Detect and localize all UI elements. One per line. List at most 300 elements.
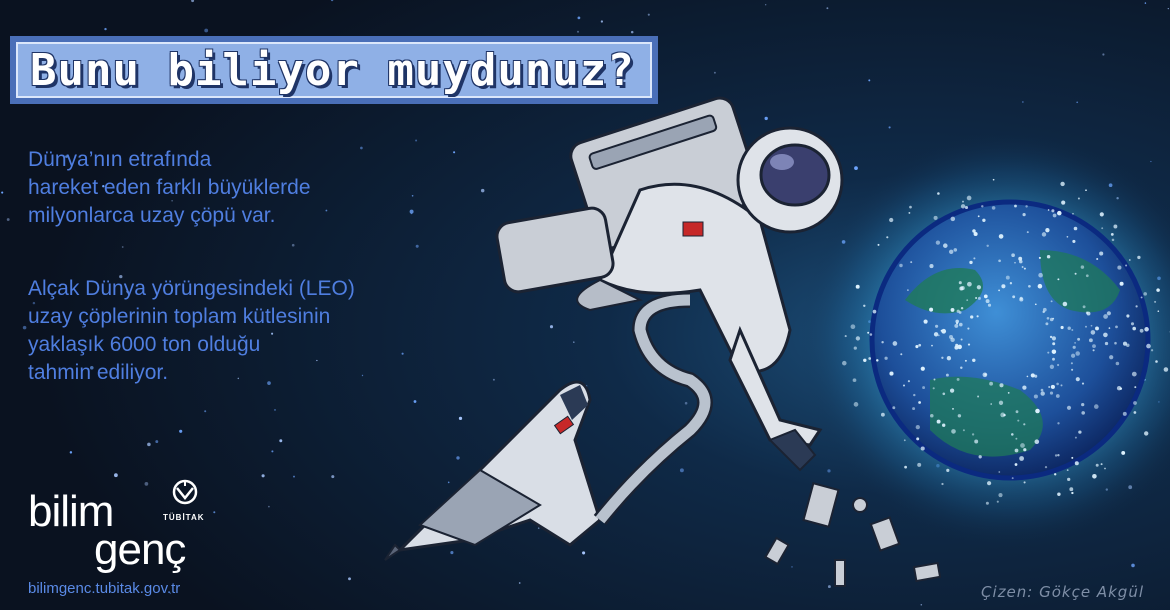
debris-dot xyxy=(1158,310,1160,312)
star xyxy=(410,210,414,214)
debris-dot xyxy=(951,429,956,434)
debris-dot xyxy=(868,357,871,360)
debris-dot xyxy=(998,259,1001,262)
debris-dot xyxy=(881,341,883,343)
debris-dot xyxy=(1125,264,1127,266)
debris-dot xyxy=(1041,389,1044,392)
debris-dot xyxy=(1038,273,1043,278)
debris-dot xyxy=(916,425,920,429)
debris-dot xyxy=(1063,302,1068,307)
star xyxy=(582,551,585,554)
star xyxy=(23,326,27,330)
debris-dot xyxy=(956,322,958,324)
debris-dot xyxy=(916,437,919,440)
debris-dot xyxy=(959,281,962,284)
star xyxy=(680,468,684,472)
debris-dot xyxy=(1047,352,1049,354)
debris-dot xyxy=(893,341,898,346)
debris-dot xyxy=(1056,394,1060,398)
star xyxy=(538,527,540,529)
star xyxy=(550,325,553,328)
debris-dot xyxy=(1094,404,1099,409)
debris-dot xyxy=(1057,364,1059,366)
debris-dot xyxy=(1154,301,1156,303)
debris-dot xyxy=(1034,394,1038,398)
debris-dot xyxy=(1075,461,1079,465)
debris-dot xyxy=(1085,189,1087,191)
debris-dot xyxy=(924,320,928,324)
debris-dot xyxy=(909,206,912,209)
debris-dot xyxy=(1014,205,1017,208)
debris-dot xyxy=(1035,409,1040,414)
debris-dot xyxy=(1071,369,1073,371)
debris-dot xyxy=(965,206,968,209)
debris-dot xyxy=(1067,469,1069,471)
debris-dot xyxy=(907,289,909,291)
debris-dot xyxy=(952,408,954,410)
debris-dot xyxy=(1050,336,1052,338)
fact-line: Dünya’nın etrafında xyxy=(28,148,212,171)
website-link[interactable]: bilimgenc.tubitak.gov.tr xyxy=(28,580,181,597)
debris-dot xyxy=(1045,228,1049,232)
debris-dot xyxy=(1010,282,1012,284)
star xyxy=(402,353,404,355)
debris-dot xyxy=(1051,385,1055,389)
debris-dot xyxy=(958,414,961,417)
debris-dot xyxy=(1061,384,1063,386)
debris-dot xyxy=(962,201,964,203)
title-banner xyxy=(10,36,658,104)
debris-dot xyxy=(1075,273,1077,275)
debris-dot xyxy=(1086,312,1089,315)
debris-dot xyxy=(903,385,905,387)
debris-dot xyxy=(910,261,912,263)
debris-dot xyxy=(1075,437,1077,439)
debris-dot xyxy=(978,297,981,300)
star xyxy=(213,511,215,513)
debris-dot xyxy=(1045,466,1047,468)
illustrator-credit: Çizen: Gökçe Akgül xyxy=(981,583,1144,601)
debris-dot xyxy=(934,379,936,381)
debris-dot xyxy=(949,250,953,254)
debris-dot xyxy=(1031,373,1035,377)
debris-dot xyxy=(1008,392,1010,394)
debris-dot xyxy=(892,406,895,409)
debris-dot xyxy=(1100,212,1104,216)
star xyxy=(415,139,417,141)
star xyxy=(70,451,72,453)
star xyxy=(348,577,351,580)
debris-dot xyxy=(1057,422,1059,424)
debris-dot xyxy=(908,212,910,214)
fact-line: tahmin ediliyor. xyxy=(28,361,169,384)
star xyxy=(648,14,650,16)
debris-dot xyxy=(1075,351,1080,356)
debris-dot xyxy=(1067,406,1071,410)
debris-dot xyxy=(1092,474,1097,479)
star xyxy=(292,244,295,247)
star xyxy=(577,31,579,33)
debris-dot xyxy=(974,232,978,236)
debris-dot xyxy=(1076,377,1080,381)
star xyxy=(412,195,414,197)
debris-dot xyxy=(900,353,902,355)
debris-dot xyxy=(978,215,980,217)
logo-word-genc: genç xyxy=(94,525,186,574)
debris-dot xyxy=(1071,362,1073,364)
debris-dot xyxy=(908,380,910,382)
star xyxy=(519,582,521,584)
star xyxy=(204,29,208,33)
debris-dot xyxy=(1126,314,1129,317)
star xyxy=(1022,101,1023,102)
debris-dot xyxy=(1132,327,1136,331)
debris-dot xyxy=(1146,344,1151,349)
debris-dot xyxy=(974,440,978,444)
debris-dot xyxy=(941,483,943,485)
star xyxy=(147,443,151,447)
debris-dot xyxy=(959,311,962,314)
debris-dot xyxy=(950,388,954,392)
debris-dot xyxy=(1024,268,1026,270)
debris-dot xyxy=(1086,274,1089,277)
debris-dot xyxy=(949,335,953,339)
debris-dot xyxy=(1103,314,1108,319)
debris-dot xyxy=(1092,344,1096,348)
debris-dot xyxy=(889,372,893,376)
debris-dot xyxy=(1019,456,1024,461)
debris-dot xyxy=(989,382,993,386)
title-banner-inner xyxy=(16,42,652,98)
debris-dot xyxy=(863,305,865,307)
debris-dot xyxy=(1120,282,1124,286)
debris-dot xyxy=(942,424,945,427)
debris-dot xyxy=(929,308,933,312)
debris-dot xyxy=(1057,211,1062,216)
star xyxy=(631,31,634,34)
star xyxy=(362,375,363,376)
page-title: Bunu biliyor muydunuz? xyxy=(30,44,635,96)
debris-dot xyxy=(1114,342,1117,345)
debris-dot xyxy=(967,196,972,201)
debris-dot xyxy=(937,192,940,195)
debris-dot xyxy=(1051,209,1054,212)
debris-dot xyxy=(997,501,999,503)
debris-dot xyxy=(1117,266,1121,270)
debris-dot xyxy=(1042,311,1044,313)
star xyxy=(1076,101,1078,103)
debris-dot xyxy=(856,285,860,289)
debris-dot xyxy=(1081,411,1085,415)
debris-dot xyxy=(1012,295,1015,298)
debris-dot xyxy=(1143,292,1147,296)
debris-dot xyxy=(1137,256,1140,259)
debris-dot xyxy=(921,446,925,450)
star xyxy=(889,126,891,128)
debris-dot xyxy=(999,383,1003,387)
star xyxy=(416,245,419,248)
debris-dot xyxy=(973,257,975,259)
debris-dot xyxy=(961,338,963,340)
debris-dot xyxy=(1019,297,1023,301)
star xyxy=(145,482,149,486)
debris-dot xyxy=(1048,209,1050,211)
debris-dot xyxy=(998,290,1000,292)
debris-dot xyxy=(1082,383,1084,385)
debris-dot xyxy=(1101,227,1103,229)
debris-dot xyxy=(918,401,921,404)
debris-dot xyxy=(1027,376,1029,378)
debris-dot xyxy=(1134,386,1136,388)
debris-dot xyxy=(1000,413,1005,418)
star xyxy=(1168,8,1169,9)
debris-dot xyxy=(1120,387,1123,390)
star xyxy=(826,7,828,9)
debris-dot xyxy=(990,403,992,405)
debris-dot xyxy=(999,234,1004,239)
star xyxy=(854,166,858,170)
debris-dot xyxy=(1061,326,1064,329)
debris-dot xyxy=(1121,451,1125,455)
star xyxy=(360,147,363,150)
debris-dot xyxy=(1111,233,1114,236)
star xyxy=(685,402,688,405)
debris-dot xyxy=(935,325,938,328)
debris-dot xyxy=(1078,197,1080,199)
debris-dot xyxy=(970,315,973,318)
debris-dot xyxy=(1071,457,1073,459)
debris-dot xyxy=(1015,438,1017,440)
debris-dot xyxy=(1050,318,1054,322)
star xyxy=(791,566,793,568)
debris-dot xyxy=(1085,326,1087,328)
star xyxy=(155,440,158,443)
debris-dot xyxy=(954,248,958,252)
star xyxy=(450,551,453,554)
debris-dot xyxy=(1052,349,1057,354)
debris-dot xyxy=(998,471,1000,473)
debris-dot xyxy=(876,359,878,361)
debris-dot xyxy=(1083,305,1086,308)
fact-paragraph-2 xyxy=(28,275,355,387)
debris-dot xyxy=(1135,305,1137,307)
debris-dot xyxy=(1050,392,1053,395)
debris-dot xyxy=(951,217,956,222)
star xyxy=(714,72,716,74)
debris-dot xyxy=(1115,326,1118,329)
debris-dot xyxy=(1051,300,1053,302)
debris-dot xyxy=(984,295,988,299)
star xyxy=(921,604,923,606)
debris-dot xyxy=(1057,278,1059,280)
debris-dot xyxy=(1077,338,1080,341)
debris-dot xyxy=(933,387,935,389)
debris-dot xyxy=(854,402,859,407)
star xyxy=(481,189,484,192)
star xyxy=(274,409,276,411)
debris-dot xyxy=(1129,259,1131,261)
debris-dot xyxy=(1131,322,1134,325)
debris-dot xyxy=(1069,487,1073,491)
star xyxy=(114,473,118,477)
debris-dot xyxy=(913,394,915,396)
debris-dot xyxy=(899,264,902,267)
debris-dot xyxy=(886,236,888,238)
debris-dot xyxy=(1074,342,1076,344)
debris-dot xyxy=(904,439,906,441)
debris-dot xyxy=(842,361,847,366)
debris-dot xyxy=(1067,478,1070,481)
debris-dot xyxy=(856,336,860,340)
star xyxy=(1131,564,1135,568)
debris-dot xyxy=(873,310,877,314)
debris-dot xyxy=(1016,410,1019,413)
debris-dot xyxy=(975,297,977,299)
debris-dot xyxy=(947,356,951,360)
debris-dot xyxy=(957,378,960,381)
debris-dot xyxy=(1061,201,1065,205)
debris-dot xyxy=(977,396,979,398)
debris-dot xyxy=(1014,262,1016,264)
debris-dot xyxy=(1057,493,1060,496)
star xyxy=(331,475,334,478)
debris-dot xyxy=(1017,420,1019,422)
debris-dot xyxy=(1133,401,1137,405)
debris-dot xyxy=(1113,225,1117,229)
debris-dot xyxy=(1047,255,1050,258)
star xyxy=(122,246,124,248)
debris-dot xyxy=(959,323,963,327)
debris-dot xyxy=(1011,253,1015,257)
debris-dot xyxy=(941,357,943,359)
debris-dot xyxy=(954,346,958,350)
debris-dot xyxy=(1151,349,1153,351)
debris-dot xyxy=(1011,433,1014,436)
debris-dot xyxy=(889,218,893,222)
star xyxy=(262,474,265,477)
star xyxy=(325,210,327,212)
debris-dot xyxy=(1006,276,1010,280)
debris-dot xyxy=(851,324,856,329)
debris-dot xyxy=(969,261,972,264)
debris-dot xyxy=(1020,443,1025,448)
debris-dot xyxy=(988,304,991,307)
debris-dot xyxy=(1109,327,1111,329)
debris-dot xyxy=(912,407,915,410)
debris-dot xyxy=(992,206,996,210)
debris-dot xyxy=(967,282,972,287)
debris-dot xyxy=(999,401,1003,405)
star xyxy=(1150,161,1151,162)
debris-dot xyxy=(1095,326,1099,330)
debris-dot xyxy=(1056,383,1059,386)
debris-dot xyxy=(1067,236,1069,238)
debris-dot xyxy=(934,216,938,220)
debris-dot xyxy=(1107,311,1111,315)
debris-dot xyxy=(1042,232,1046,236)
star xyxy=(104,28,106,30)
debris-dot xyxy=(1050,365,1054,369)
debris-dot xyxy=(1105,342,1108,345)
debris-dot xyxy=(1047,317,1050,320)
debris-dot xyxy=(938,335,940,337)
debris-dot xyxy=(963,429,965,431)
tubitak-label: TÜBİTAK xyxy=(163,513,205,522)
debris-dot xyxy=(1071,329,1073,331)
star xyxy=(765,4,766,5)
debris-dot xyxy=(884,357,887,360)
star xyxy=(1145,2,1146,3)
debris-dot xyxy=(1123,412,1127,416)
debris-dot xyxy=(1023,423,1025,425)
debris-dot xyxy=(1096,464,1099,467)
debris-dot xyxy=(979,455,982,458)
debris-dot xyxy=(1104,468,1106,470)
debris-dot xyxy=(998,493,1002,497)
debris-dot xyxy=(845,335,847,337)
debris-dot xyxy=(904,466,907,469)
debris-dot xyxy=(1052,336,1056,340)
debris-dot xyxy=(1126,343,1130,347)
star xyxy=(293,476,295,478)
debris-dot xyxy=(1067,326,1070,329)
debris-dot xyxy=(1025,205,1027,207)
debris-dot xyxy=(1096,258,1098,260)
debris-dot xyxy=(1132,372,1137,377)
fact-line: yaklaşık 6000 ton olduğu xyxy=(28,333,261,356)
debris-dot xyxy=(977,315,979,317)
debris-dot xyxy=(870,333,873,336)
debris-dot xyxy=(951,308,955,312)
debris-dot xyxy=(966,299,968,301)
debris-dot xyxy=(1022,385,1026,389)
debris-dot xyxy=(946,374,949,377)
debris-dot xyxy=(1023,213,1026,216)
debris-dot xyxy=(942,392,945,395)
fact-line: Alçak Dünya yörüngesindeki (LEO) xyxy=(28,277,355,300)
debris-dot xyxy=(917,463,921,467)
debris-dot xyxy=(1093,349,1095,351)
star xyxy=(578,17,581,20)
debris-dot xyxy=(930,414,934,418)
debris-dot xyxy=(1015,463,1018,466)
debris-dot xyxy=(961,204,965,208)
debris-dot xyxy=(1054,473,1056,475)
debris-dot xyxy=(941,329,946,334)
debris-dot xyxy=(960,367,962,369)
debris-dot xyxy=(1060,182,1064,186)
fact-line: uzay çöplerinin toplam kütlesinin xyxy=(28,305,331,328)
star xyxy=(493,379,495,381)
star xyxy=(179,430,182,433)
debris-dot xyxy=(1035,303,1037,305)
debris-dot xyxy=(1073,346,1076,349)
debris-dot xyxy=(943,243,948,248)
debris-dot xyxy=(915,345,918,348)
debris-dot xyxy=(1023,448,1026,451)
debris-dot xyxy=(1099,251,1103,255)
debris-dot xyxy=(1001,284,1005,288)
star xyxy=(268,506,270,508)
debris-dot xyxy=(1012,477,1014,479)
debris-dot xyxy=(986,299,990,303)
star xyxy=(868,79,870,81)
debris-dot xyxy=(1081,403,1084,406)
debris-dot xyxy=(878,244,880,246)
debris-dot xyxy=(946,469,949,472)
debris-dot xyxy=(1022,266,1024,268)
star xyxy=(459,417,462,420)
